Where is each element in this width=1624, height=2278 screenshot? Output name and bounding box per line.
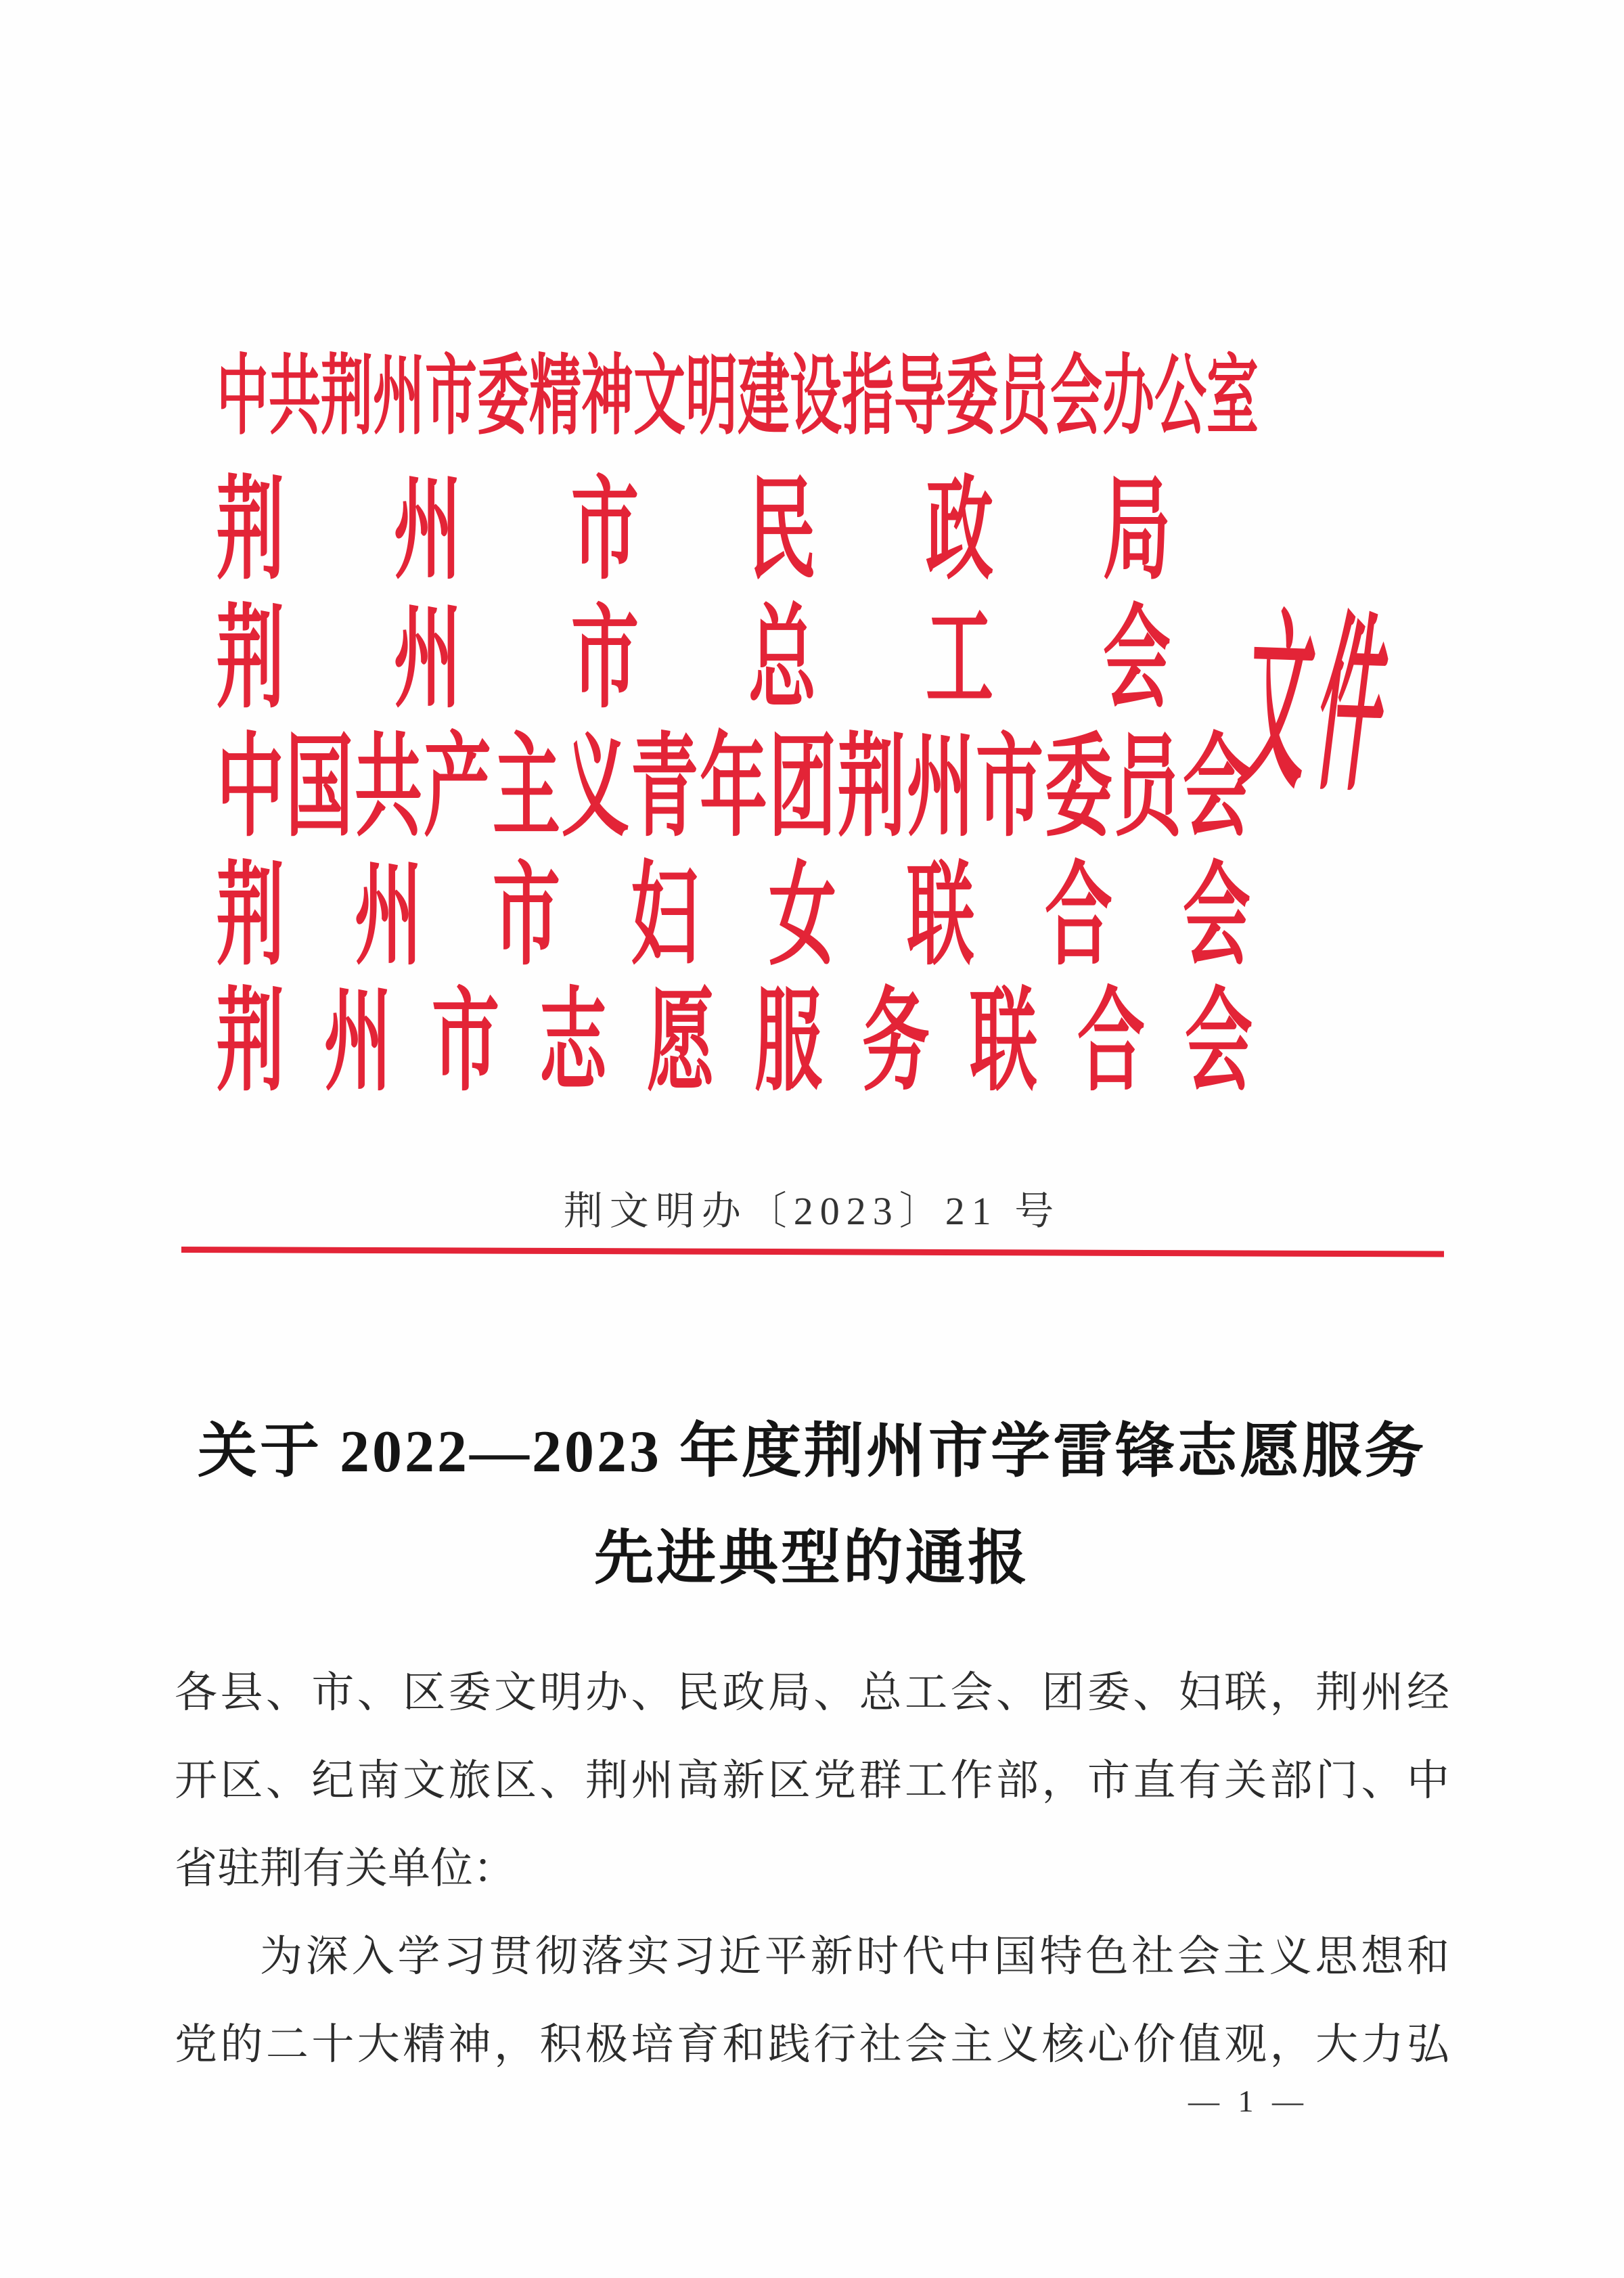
body-line-4: 为深入学习贯彻落实习近平新时代中国特色社会主义思想和 [260, 1933, 1449, 1980]
red-separator-line [181, 1247, 1444, 1257]
header-org-line-3: 荆州市总工会 [217, 597, 1280, 722]
header-org-line-6: 荆州市志愿服务联合会 [217, 980, 1292, 1105]
header-org-line-4: 中国共产主义青年团荆州市委员会 [217, 725, 1252, 851]
header-org-line-2: 荆州市民政局 [217, 468, 1280, 594]
doc-number: 荆文明办〔2023〕21 号 [563, 1189, 1061, 1233]
body-text [175, 1649, 1449, 2089]
header-org-line-1: 中共荆州市委精神文明建设指导委员会办公室 [217, 347, 1259, 446]
body-line-5: 党的二十大精神，积极培育和践行社会主义核心价值观，大力弘 [175, 2021, 1449, 2068]
page-number: — 1 — [1188, 2084, 1309, 2118]
doc-title-line-2: 先进典型的通报 [593, 1526, 1030, 1592]
doc-title-line-1: 关于 2022—2023 年度荆州市学雷锋志愿服务 [197, 1419, 1426, 1485]
header-org-line-5: 荆州市妇女联合会 [217, 854, 1321, 979]
file-label: 文件 [1232, 597, 1408, 816]
body-line-2: 开区、纪南文旅区、荆州高新区党群工作部，市直有关部门、中 [175, 1757, 1449, 1804]
body-line-1: 各县、市、区委文明办、民政局、总工会、团委、妇联，荆州经 [175, 1669, 1449, 1716]
body-line-3: 省驻荆有关单位： [175, 1845, 516, 1892]
